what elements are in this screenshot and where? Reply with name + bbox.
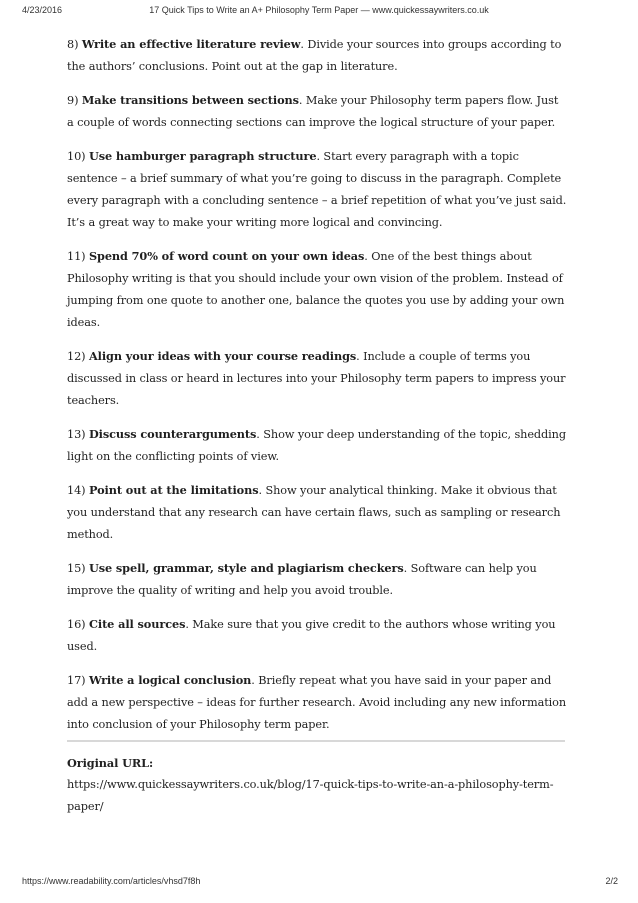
tip-heading: Align your ideas with your course readings [88, 349, 357, 363]
section-divider [67, 740, 565, 742]
tip-heading: Write a logical conclusion [88, 673, 252, 687]
tip-text: . Software can help you improve the quality of writing and help you avoid trouble. [67, 562, 537, 597]
tip-text: . Include a couple of terms you discussed in class or heard in lectures into your Philosophy term papers to impress your teachers. [67, 350, 566, 407]
article-body [67, 33, 567, 747]
tip-item-14 [67, 479, 567, 546]
print-footer-url: https://www.readability.com/articles/vhsd7f8h [22, 876, 201, 886]
print-footer [0, 876, 638, 890]
tip-heading: Write an effective literature review [81, 37, 301, 51]
tip-text: . Show your deep understanding of the topic, shedding light on the conflicting points of view. [67, 428, 566, 463]
tip-number: 13) [67, 428, 86, 441]
original-url-label: Original URL: [67, 756, 154, 770]
tip-number: 12) [67, 350, 86, 363]
tip-text: . Start every paragraph with a topic sentence – a brief summary of what you’re going to discuss in the paragraph. Complete every paragraph with a concluding sentence – a brief repetition of what you’ve just said. It’s a great way to make your writing more logical and convincing. [67, 150, 567, 229]
print-title: 17 Quick Tips to Write an A+ Philosophy Term Paper — www.quickessaywriters.co.uk [149, 5, 489, 15]
tip-number: 10) [67, 150, 86, 163]
tip-item-15 [67, 557, 567, 602]
tip-item-9 [67, 89, 567, 134]
tip-item-17 [67, 669, 567, 736]
tip-heading: Spend 70% of word count on your own ideas [88, 249, 365, 263]
tip-item-12 [67, 345, 567, 412]
tip-item-13 [67, 423, 567, 468]
original-url-section [67, 752, 565, 818]
tip-item-10 [67, 145, 567, 234]
tip-text: . One of the best things about Philosophy writing is that you should include your own vision of the problem. Instead of jumping from one quote to another one, balance the quotes you use by adding your own ideas. [67, 250, 565, 329]
tip-text: . Briefly repeat what you have said in your paper and add a new perspective – ideas for further research. Avoid including any new information into conclusion of your Philosophy term paper. [67, 674, 567, 731]
tip-number: 14) [67, 484, 86, 497]
print-date: 4/23/2016 [22, 5, 63, 15]
tip-text: . Make your Philosophy term papers flow. Just a couple of words connecting sections can improve the logical structure of your paper. [67, 94, 559, 129]
tip-heading: Cite all sources [88, 617, 186, 631]
original-url-link[interactable]: https://www.quickessaywriters.co.uk/blog/17-quick-tips-to-write-an-a-philosophy-term-paper/ [67, 778, 554, 813]
tip-number: 15) [67, 562, 86, 575]
tip-heading: Make transitions between sections [81, 93, 299, 107]
print-header [0, 5, 638, 19]
page-number: 2/2 [605, 876, 618, 886]
tip-heading: Use hamburger paragraph structure [88, 149, 317, 163]
tip-number: 11) [67, 250, 86, 263]
tip-text: . Divide your sources into groups according to the authors’ conclusions. Point out at the gap in literature. [67, 38, 562, 73]
tip-item-8 [67, 33, 567, 78]
tip-text: . Show your analytical thinking. Make it obvious that you understand that any research can have certain flaws, such as sampling or research method. [67, 484, 561, 541]
tip-item-11 [67, 245, 567, 334]
tip-item-16 [67, 613, 567, 658]
tip-number: 8) [67, 38, 79, 51]
tip-number: 16) [67, 618, 86, 631]
tip-heading: Point out at the limitations [88, 483, 259, 497]
tip-text: . Make sure that you give credit to the authors whose writing you used. [67, 618, 556, 653]
tip-heading: Discuss counterarguments [88, 427, 257, 441]
tip-heading: Use spell, grammar, style and plagiarism checkers [88, 561, 404, 575]
tip-number: 9) [67, 94, 79, 107]
tip-number: 17) [67, 674, 86, 687]
